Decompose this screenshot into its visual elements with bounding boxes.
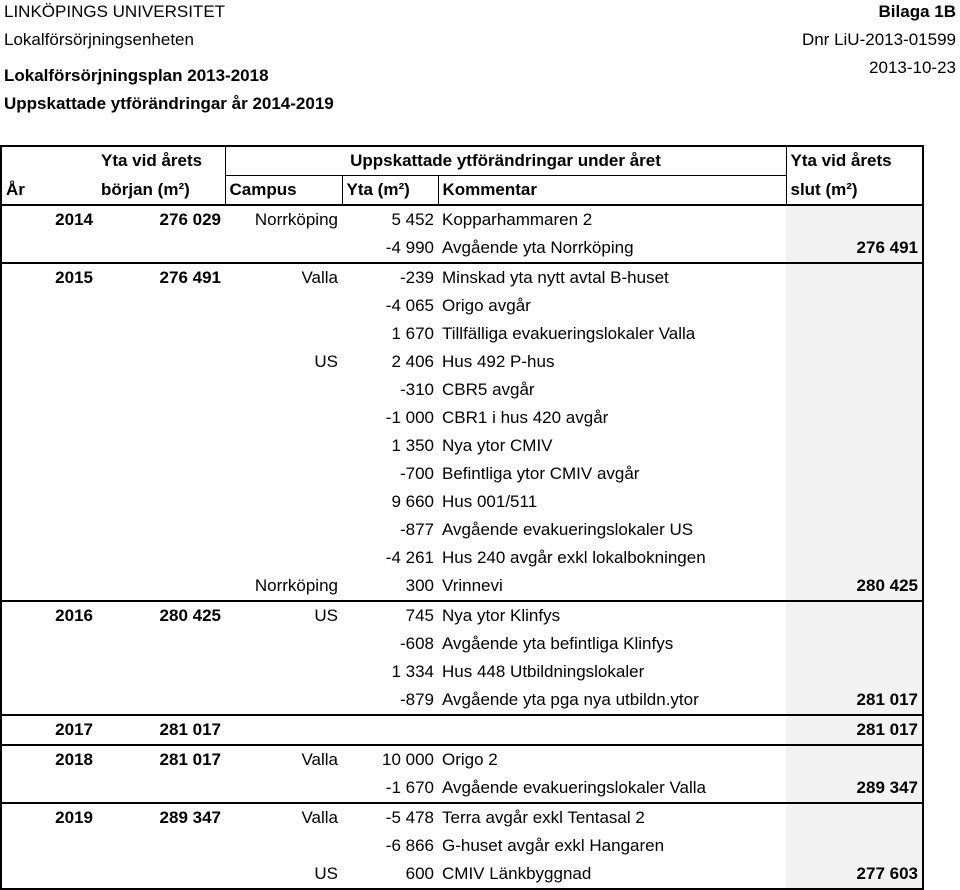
year-cell [1,860,97,889]
comment-cell: CMIV Länkbyggnad [438,860,786,889]
year-cell [1,686,97,715]
area-change-cell: 600 [342,860,438,889]
year-cell [1,544,97,572]
table-row [1,658,923,686]
end-area-cell [786,460,923,488]
end-area-cell [786,320,923,348]
area-change-cell: 9 660 [391,492,434,511]
end-area-cell [786,205,923,234]
start-area-cell: 281 017 [97,745,225,774]
area-change-cell: -1 670 [385,778,434,797]
start-area-cell [97,432,225,460]
start-area-cell [97,544,225,572]
year-cell: 2016 [1,601,97,630]
start-area-cell [97,774,225,803]
year-cell: 2017 [1,715,97,745]
campus-cell [225,234,342,263]
start-area-cell [97,686,225,715]
campus-cell: Valla [225,745,342,774]
comment-cell: Hus 240 avgår exkl lokalbokningen [442,548,706,567]
header-group: Uppskattade ytförändringar under året [225,146,786,176]
year-cell [1,516,97,544]
dnr-label: Dnr LiU-2013-01599 [801,30,956,49]
campus-cell: US [225,601,342,630]
campus-cell [225,376,342,404]
area-change-cell: 745 [342,601,438,630]
campus-cell: US [314,352,338,371]
start-area-cell [97,658,225,686]
comment-cell: Hus 001/511 [442,492,538,511]
campus-cell [225,774,342,803]
area-change-cell: -4 990 [385,238,434,257]
table-row [1,404,923,432]
campus-cell: Valla [225,263,342,292]
table-row [1,516,923,544]
table-row [1,601,923,630]
end-area-cell [786,516,923,544]
end-area-cell: 281 017 [786,715,923,745]
campus-cell [225,686,342,715]
header-year-top [1,146,97,176]
area-change-cell: -879 [399,690,434,709]
area-change-cell: 5 452 [342,205,438,234]
end-area-cell [786,292,923,320]
end-area-cell: 277 603 [786,860,923,889]
comment-cell: Avgående evakueringslokaler US [442,520,694,539]
start-area-cell [97,516,225,544]
table-row [1,263,923,292]
date-label: 2013-10-23 [869,58,956,77]
comment-cell: Befintliga ytor CMIV avgår [442,464,640,483]
table-row [1,832,923,860]
table-row [1,376,923,404]
comment-cell: Terra avgår exkl Tentasal 2 [438,803,786,832]
area-change-cell: 300 [405,576,434,595]
campus-cell [225,658,342,686]
header-area: Yta (m²) [342,176,438,206]
end-area-cell [786,832,923,860]
comment-cell: Vrinnevi [442,576,503,595]
year-cell [1,320,97,348]
area-change-cell: -608 [399,634,434,653]
comment-cell: Minskad yta nytt avtal B-huset [438,263,786,292]
end-area-cell [786,376,923,404]
unit-name: Lokalförsörjningsenheten [4,30,194,49]
comment-cell [438,715,786,745]
area-change-cell: -1 000 [385,408,434,427]
campus-cell [225,832,342,860]
year-cell [1,404,97,432]
table-row [1,803,923,832]
comment-cell: Avgående evakueringslokaler Valla [442,778,706,797]
start-area-cell [97,860,225,889]
end-area-cell: 289 347 [786,774,923,803]
comment-cell: Tillfälliga evakueringslokaler Valla [442,324,696,343]
area-change-cell: -4 065 [385,296,434,315]
page-title: Uppskattade ytförändringar år 2014-2019 [4,94,334,113]
campus-cell: Valla [225,803,342,832]
table-row [1,630,923,658]
year-cell [1,292,97,320]
table-row [1,860,923,889]
plan-title: Lokalförsörjningsplan 2013-2018 [4,66,269,85]
year-cell [1,774,97,803]
comment-cell: CBR1 i hus 420 avgår [442,408,609,427]
year-cell [1,630,97,658]
start-area-cell [97,320,225,348]
start-area-cell [97,630,225,658]
start-area-cell: 289 347 [97,803,225,832]
year-cell [1,488,97,516]
comment-cell: CBR5 avgår [442,380,535,399]
area-change-cell: -700 [399,464,434,483]
header-end-line2: slut (m²) [786,176,923,206]
header-campus: Campus [225,176,342,206]
table-row [1,292,923,320]
end-area-cell [786,658,923,686]
area-change-cell: -877 [399,520,434,539]
table-row [1,774,923,803]
table-row [1,745,923,774]
year-cell [1,460,97,488]
start-area-cell [97,488,225,516]
area-change-cell: -239 [342,263,438,292]
end-area-cell [786,544,923,572]
table-row [1,544,923,572]
end-area-cell [786,601,923,630]
comment-cell: G-huset avgår exkl Hangaren [442,836,665,855]
end-area-cell [786,432,923,460]
table-row [1,234,923,263]
table-row [1,320,923,348]
year-cell [1,348,97,376]
end-area-cell [786,404,923,432]
campus-cell [225,715,342,745]
area-change-cell: -4 261 [385,548,434,567]
area-change-cell: -5 478 [342,803,438,832]
table-row [1,348,923,376]
year-cell [1,432,97,460]
start-area-cell [97,572,225,601]
comment-cell: Avgående yta pga nya utbildn.ytor [442,690,699,709]
campus-cell: US [225,860,342,889]
area-change-cell: 2 406 [391,352,434,371]
end-area-cell [786,348,923,376]
campus-cell: Norrköping [254,576,338,595]
comment-cell: Origo avgår [442,296,531,315]
comment-cell: Hus 492 P-hus [442,352,555,371]
comment-cell: Nya ytor CMIV [442,436,553,455]
year-cell: 2015 [1,263,97,292]
campus-cell [225,460,342,488]
header-comment: Kommentar [438,176,786,206]
start-area-cell [97,348,225,376]
end-area-cell: 281 017 [786,686,923,715]
table-row [1,432,923,460]
end-area-cell [786,745,923,774]
comment-cell: Avgående yta Norrköping [442,238,634,257]
header-start-line1: Yta vid årets [97,146,225,176]
start-area-cell [97,832,225,860]
start-area-cell: 276 029 [97,205,225,234]
table-row [1,205,923,234]
table-row [1,488,923,516]
year-cell [1,572,97,601]
area-change-cell: -310 [399,380,434,399]
end-area-cell [786,263,923,292]
table-row [1,686,923,715]
campus-cell [225,404,342,432]
appendix-label: Bilaga 1B [878,2,956,21]
end-area-cell: 276 491 [786,234,923,263]
header-start-line2: början (m²) [97,176,225,206]
end-area-cell [786,630,923,658]
start-area-cell [97,460,225,488]
area-change-table [0,145,924,890]
campus-cell [225,488,342,516]
table-row [1,715,923,745]
table-row [1,572,923,601]
area-change-cell: -6 866 [385,836,434,855]
area-change-cell: 1 350 [391,436,434,455]
area-change-cell: 10 000 [342,745,438,774]
year-cell: 2019 [1,803,97,832]
year-cell [1,832,97,860]
campus-cell [225,320,342,348]
campus-cell [225,516,342,544]
org-name: LINKÖPINGS UNIVERSITET [4,2,226,21]
campus-cell [225,292,342,320]
area-change-cell [342,715,438,745]
campus-cell [225,630,342,658]
table-row [1,460,923,488]
campus-cell: Norrköping [225,205,342,234]
header-year: År [1,176,97,206]
comment-cell: Hus 448 Utbildningslokaler [442,662,645,681]
year-cell: 2018 [1,745,97,774]
year-cell [1,376,97,404]
start-area-cell [97,292,225,320]
year-cell [1,658,97,686]
comment-cell: Kopparhammaren 2 [438,205,786,234]
campus-cell [225,544,342,572]
campus-cell [225,432,342,460]
year-cell: 2014 [1,205,97,234]
start-area-cell [97,234,225,263]
end-area-cell [786,803,923,832]
start-area-cell [97,404,225,432]
header-end-line1: Yta vid årets [786,146,923,176]
comment-cell: Avgående yta befintliga Klinfys [442,634,674,653]
comment-cell: Nya ytor Klinfys [438,601,786,630]
comment-cell: Origo 2 [438,745,786,774]
end-area-cell [786,488,923,516]
start-area-cell: 281 017 [97,715,225,745]
start-area-cell [97,376,225,404]
start-area-cell: 280 425 [97,601,225,630]
year-cell [1,234,97,263]
end-area-cell: 280 425 [786,572,923,601]
start-area-cell: 276 491 [97,263,225,292]
area-change-cell: 1 334 [391,662,434,681]
area-change-cell: 1 670 [391,324,434,343]
